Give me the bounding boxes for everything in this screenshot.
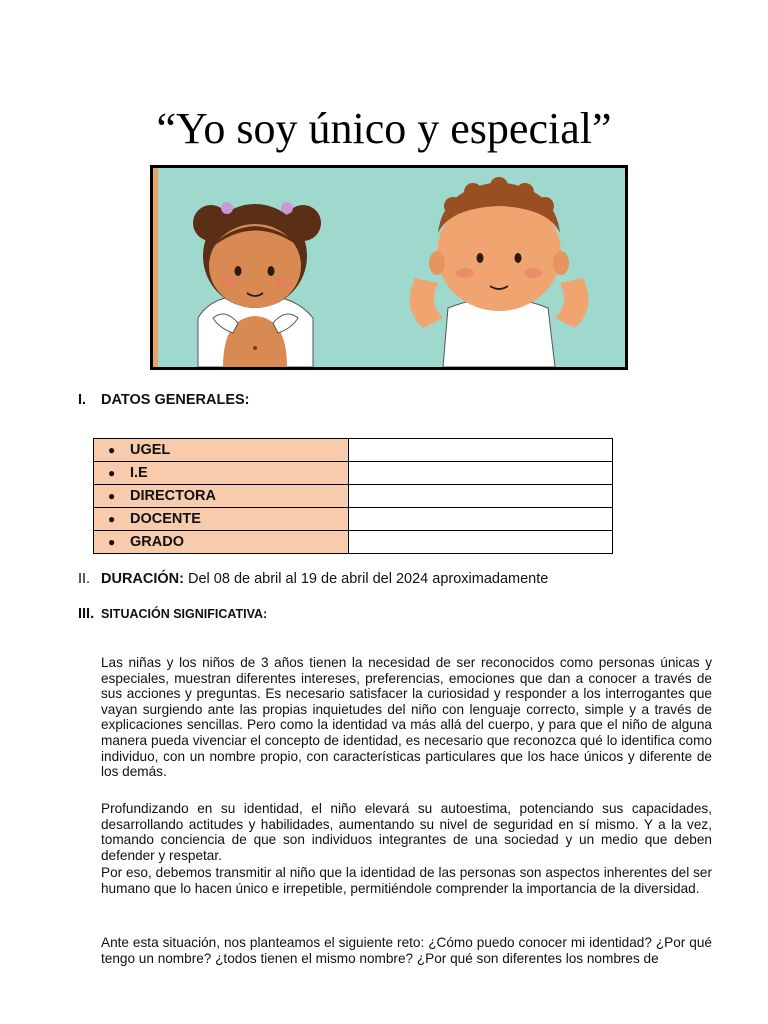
section-number: III.	[78, 606, 95, 622]
section-heading: SITUACIÓN SIGNIFICATIVA:	[101, 607, 268, 621]
section-number: I.	[78, 392, 87, 408]
children-illustration	[150, 165, 628, 370]
table-row	[94, 485, 613, 508]
paragraph: Por eso, debemos transmitir al niño que la identidad de las personas son aspectos inherentes del ser humano que lo hacen único e irrepetible, permitiéndole comprender la importancia de la diversidad.	[101, 865, 712, 896]
paragraph: Ante esta situación, nos planteamos el siguiente reto: ¿Cómo puedo conocer mi identidad? ¿Por qué tengo un nombre? ¿todos tienen el mismo nombre? ¿Por qué son diferentes los nombres de	[101, 935, 712, 966]
row-label: GRADO	[130, 534, 184, 550]
section-heading: DURACIÓN:	[101, 571, 184, 587]
page-title: “Yo soy único y especial”	[156, 104, 612, 153]
duracion-text: Del 08 de abril al 19 de abril del 2024 aproximadamente	[188, 571, 549, 587]
row-value-field[interactable]	[349, 485, 613, 508]
row-value-field[interactable]	[349, 508, 613, 531]
bullet-icon: ●	[108, 535, 116, 549]
section-situacion-significativa	[78, 606, 267, 622]
table-row	[94, 439, 613, 462]
section-number: II.	[78, 571, 91, 587]
paragraph: Las niñas y los niños de 3 años tienen la necesidad de ser reconocidos como personas únicas y especiales, muestran diferentes intereses, preferencias, emociones que dan a conocer a través de sus acciones y preguntas. Es necesario satisfacer la curiosidad y responder a los interrogantes que vayan surgiendo ante las propias inquietudes del niño con lenguaje correcto, simple y a través de explicaciones sencillas. Pero como la identidad va más allá del cuerpo, y para que el niño de alguna manera pueda vivenciar el concepto de identidad, es necesario que reconozca qué lo identifica como individuo, con un nombre propio, con características particulares que los hace únicos y diferente de los demás.	[101, 655, 712, 780]
row-label: I.E	[130, 465, 148, 481]
bullet-icon: ●	[108, 489, 116, 503]
table-row	[94, 531, 613, 554]
row-label: DOCENTE	[130, 511, 201, 527]
table-row	[94, 508, 613, 531]
bullet-icon: ●	[108, 443, 116, 457]
section-datos-generales	[78, 392, 250, 408]
bullet-icon: ●	[108, 466, 116, 480]
row-value-field[interactable]	[349, 439, 613, 462]
row-value-field[interactable]	[349, 531, 613, 554]
paragraph: Profundizando en su identidad, el niño elevará su autoestima, potenciando sus capacidades, desarrollando actitudes y habilidades, aumentando su nivel de seguridad en sí mismo. Y a la vez, tomando conciencia de que son individuos integrantes de una sociedad y un medio que deben defender y respetar.	[101, 801, 712, 863]
table-row	[94, 462, 613, 485]
section-duracion	[78, 571, 548, 587]
bullet-icon: ●	[108, 512, 116, 526]
row-label: UGEL	[130, 442, 171, 458]
row-label: DIRECTORA	[130, 488, 216, 504]
children-illustration-icon	[153, 168, 625, 367]
datos-generales-table	[93, 438, 613, 554]
section-heading: DATOS GENERALES:	[101, 392, 250, 408]
row-value-field[interactable]	[349, 462, 613, 485]
